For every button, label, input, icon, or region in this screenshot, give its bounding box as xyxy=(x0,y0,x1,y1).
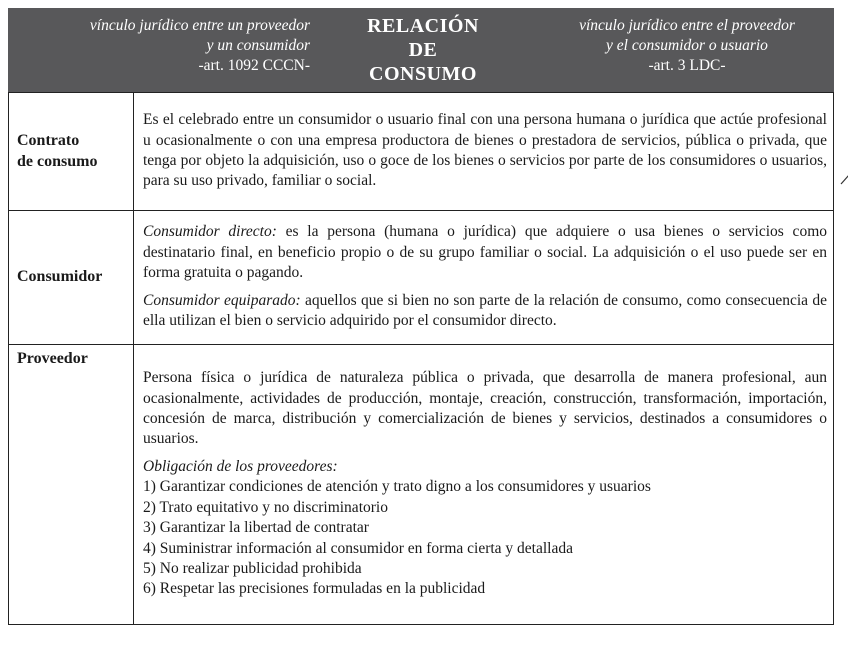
header-right-line1: vínculo jurídico entre el proveedor xyxy=(579,17,795,34)
header-right xyxy=(546,16,828,76)
list-item: 5) No realizar publicidad prohibida xyxy=(143,559,362,577)
row-label-contrato-line1: Contrato xyxy=(17,132,80,150)
header-left-line2: y un consumidor xyxy=(206,37,310,54)
consumer-relation-table xyxy=(8,8,834,625)
proveedor-definition: Persona física o jurídica de naturaleza pública o privada, que desarrolla de manera profesional, aun ocasionalmente, actividades de producción, montaje, creación, construcción, transformación, importación, concesión de marca, distribución y comercialización de bienes y servicios, destinados a consumidores o usuarios. xyxy=(143,369,827,448)
consumidor-equiparado-paragraph xyxy=(143,291,827,332)
row-label-proveedor: Proveedor xyxy=(9,345,134,625)
consumidor-equiparado-term: Consumidor equiparado: xyxy=(143,291,301,309)
margin-mark-icon xyxy=(839,172,848,186)
consumidor-equiparado-text: aquellos que si bien no son parte de la relación de consumo, como consecuencia de ella utilizan el bien o servicio adquirido por el consumidor directo. xyxy=(143,291,827,330)
table-row xyxy=(9,345,834,625)
list-item: 2) Trato equitativo y no discriminatorio xyxy=(143,498,388,516)
contrato-definition: Es el celebrado entre un consumidor o usuario final con una persona humana o jurídica que actúe profesional u ocasionalmente o con una empresa productora de bienes o prestadora de servicios, pública o privada, que tenga por objeto la adquisición, uso o goce de los bienes o servicios por parte de los consumidores o usuarios, para su uso privado, familiar o social. xyxy=(143,111,827,190)
table-row xyxy=(9,93,834,211)
row-label-contrato-line2: de consumo xyxy=(17,152,98,170)
list-item: 4) Suministrar información al consumidor en forma cierta y detallada xyxy=(143,539,573,557)
row-label-contrato xyxy=(9,93,134,211)
header-left-line3: -art. 1092 CCCN- xyxy=(198,57,310,74)
header-right-line3: -art. 3 LDC- xyxy=(648,57,726,74)
obligations-list xyxy=(143,477,827,599)
list-item: 1) Garantizar condiciones de atención y trato digno a los consumidores y usuarios xyxy=(143,478,651,496)
definitions-table xyxy=(8,92,834,625)
table-row xyxy=(9,211,834,345)
row-label-consumidor: Consumidor xyxy=(9,211,134,345)
table-header xyxy=(8,8,834,92)
header-title-line1: RELACIÓN xyxy=(367,15,479,37)
row-content-consumidor xyxy=(134,211,834,345)
row-content-contrato xyxy=(134,93,834,211)
consumidor-directo-term: Consumidor directo: xyxy=(143,223,277,241)
header-right-line2: y el consumidor o usuario xyxy=(606,37,768,54)
row-content-proveedor xyxy=(134,345,834,625)
header-title-line3: CONSUMO xyxy=(369,63,477,85)
header-title-line2: DE xyxy=(408,39,438,61)
list-item: 3) Garantizar la libertad de contratar xyxy=(143,519,369,537)
header-left xyxy=(12,16,310,76)
consumidor-directo-paragraph xyxy=(143,222,827,283)
list-item: 6) Respetar las precisiones formuladas en la publicidad xyxy=(143,580,486,598)
header-left-line1: vínculo jurídico entre un proveedor xyxy=(89,17,310,34)
obligations-title: Obligación de los proveedores: xyxy=(143,457,338,475)
header-title xyxy=(314,14,532,86)
consumidor-directo-text: es la persona (humana o jurídica) que adquiere o usa bienes o servicios como destinatario final, en beneficio propio o de su grupo familiar o social. La adquisición o el uso puede ser en forma gratuita o pagando. xyxy=(143,223,827,282)
